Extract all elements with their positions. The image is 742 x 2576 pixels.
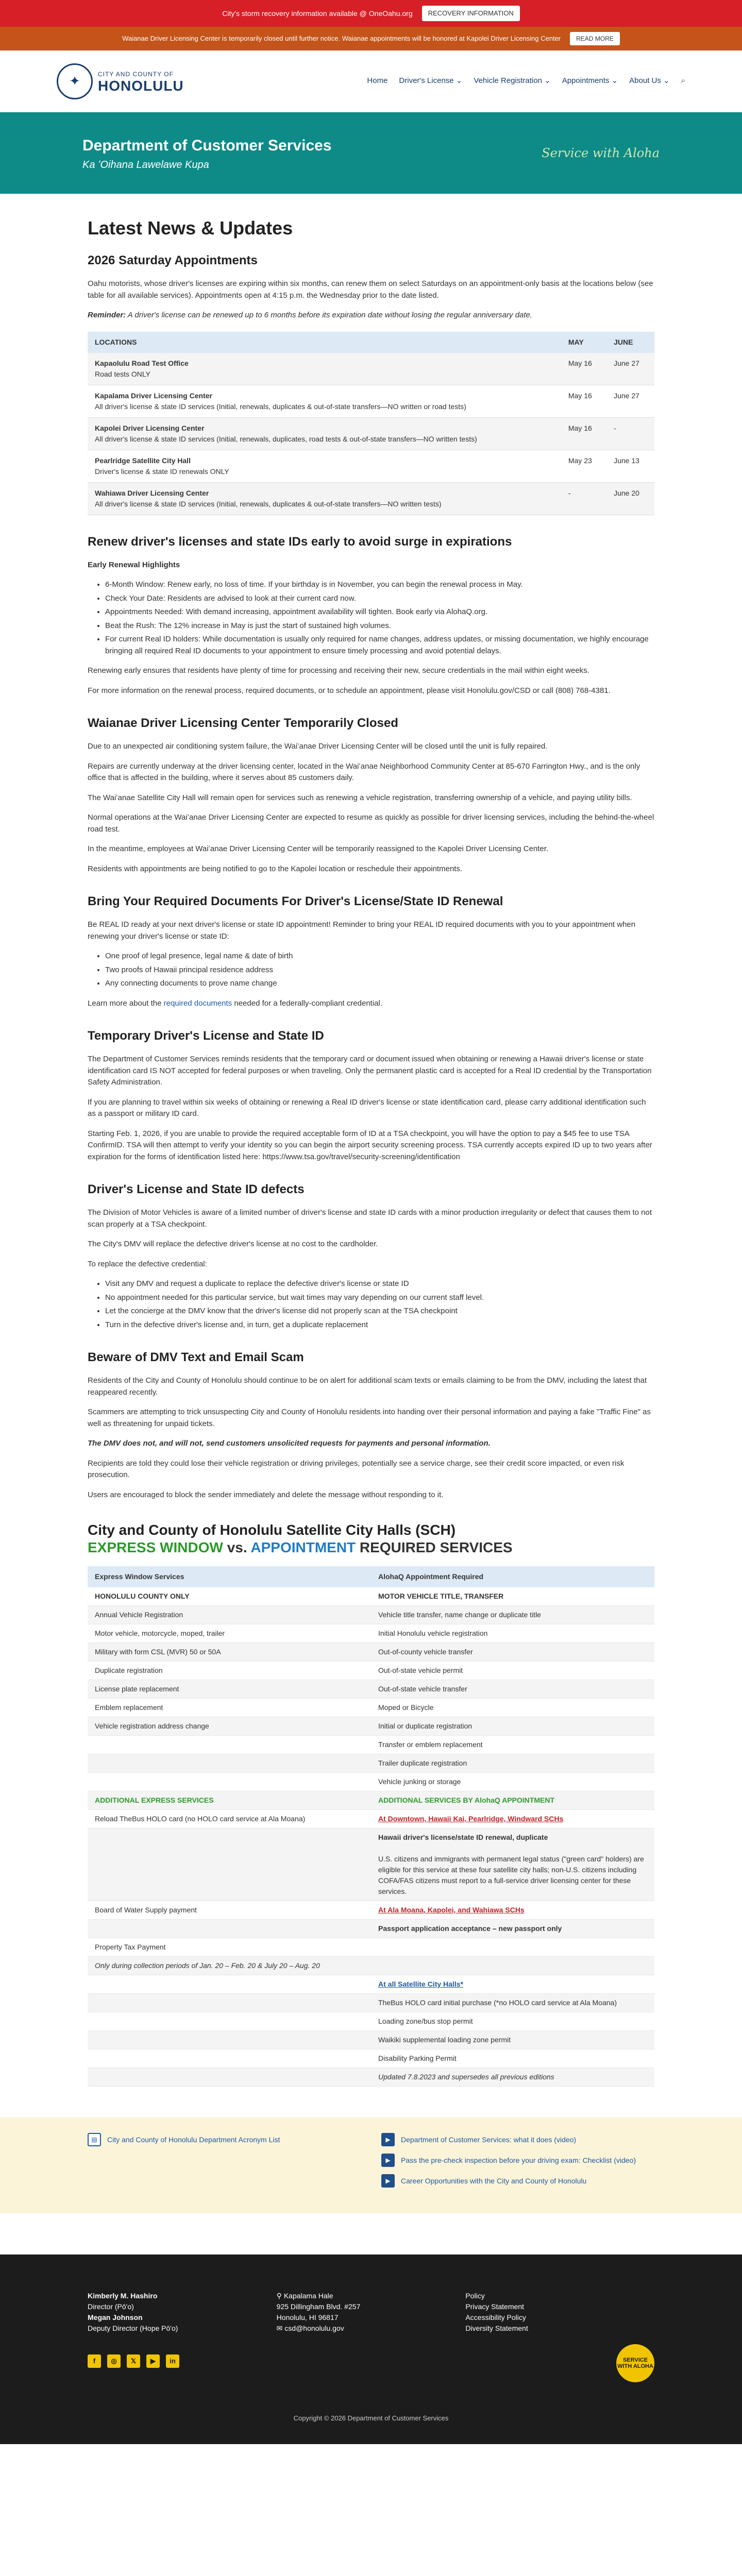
sch-title: City and County of Honolulu Satellite City Halls (SCH) — [88, 1522, 456, 1538]
renew-para-1: Renewing early ensures that residents have plenty of time for processing and receiving their new, secure credentials in the mail within eight weeks. — [88, 666, 589, 675]
email-link[interactable]: csd@honolulu.gov — [284, 2324, 344, 2333]
accessibility-link[interactable]: Accessibility Policy — [465, 2313, 526, 2322]
document-icon: ▤ — [88, 2133, 101, 2146]
scam-para-1: Residents of the City and County of Honolulu should continue to be on alert for additional scam texts or emails claiming to be from the DMV, including the latest that reappeared recently. — [88, 1376, 647, 1397]
temporary-para-1: The Department of Customer Services reminds residents that the temporary card or document issued when obtaining or renewing a Hawaii driver's license or state identification card IS NOT accepted for federal purposes or when traveling. Only the permanent plastic card is accepted for a Real ID credential by the Transportation Safety Administration. — [88, 1055, 652, 1087]
csd-video-link[interactable]: ▶ Department of Customer Services: what it does (video) — [381, 2133, 654, 2146]
city-seal-icon: ✦ — [57, 63, 93, 99]
table-row: Only during collection periods of Jan. 20 – Feb. 20 & July 20 – Aug. 20 — [88, 1957, 654, 1975]
footer-leadership: Kimberly M. Hashiro Director (Pō'o) Megan Johnson Deputy Director (Hope Pō'o) f ◎ 𝕏 ▶ in — [88, 2291, 277, 2382]
service-aloha-badge: SERVICE WITH ALOHA — [616, 2344, 654, 2382]
table-row: Hawaii driver's license/state ID renewal, duplicate U.S. citizens and immigrants with permanent legal status ("green card" holders) are eligible for this service at these four satellite city halls; non-U.S. citizens including COFA/FAS citizens must report to a full-service driver licensing center for these services. — [88, 1828, 654, 1901]
instagram-icon[interactable]: ◎ — [107, 2354, 121, 2368]
table-row: Kapaolulu Road Test Office Road tests ONLY May 16 June 27 — [88, 353, 654, 385]
table-row: Waikiki supplemental loading zone permit — [88, 2031, 654, 2049]
logo-small-text: CITY AND COUNTY OF — [98, 70, 174, 78]
closure-alert-text: Waianae Driver Licensing Center is temporarily closed until further notice. Waianae appointments will be honored at Kapolei Driver Licensing Center — [122, 35, 561, 43]
temporary-heading: Temporary Driver's License and State ID — [88, 1029, 324, 1043]
table-row: Motor vehicle, motorcycle, moped, trailer Initial Honolulu vehicle registration — [88, 1624, 654, 1643]
table-row: Emblem replacement Moped or Bicycle — [88, 1699, 654, 1717]
renew-heading: Renew driver's licenses and state IDs early to avoid surge in expirations — [88, 534, 512, 549]
list-item: • Turn in the defective driver's license and, in turn, get a duplicate replacement — [105, 1319, 654, 1331]
table-row: Transfer or emblem replacement — [88, 1736, 654, 1754]
table-row: Duplicate registration Out-of-state vehicle permit — [88, 1662, 654, 1680]
defects-list — [105, 1278, 654, 1331]
temporary-para-3: Starting Feb. 1, 2026, if you are unable to provide the required acceptable form of ID at a TSA checkpoint, you will have the option to pay a $45 fee to use TSA ConfirmID. TSA will then attempt to verify your identity so you can begin the airport security screening process. TSA currently accepts expired ID up to two years after expiration for the forms of identification listed here: https://www.tsa.gov/travel/security-screening/identification — [88, 1129, 652, 1161]
table-row: Pearlridge Satellite City Hall Driver's license & state ID renewals ONLY May 23 June 13 — [88, 450, 654, 482]
email-icon: ✉ — [276, 2324, 285, 2333]
list-item: • For current Real ID holders: While documentation is usually only required for name changes, address updates, or missing documentation, we highly encourage bringing all required Real ID documents to your appointment to ensure timely processing and avoid potential delays. — [105, 634, 654, 657]
bring-docs-para: Be REAL ID ready at your next driver's license or state ID appointment! Reminder to bring your REAL ID required documents with you to your appointment when renewing your driver's license or state ID: — [88, 920, 636, 941]
bring-docs-heading: Bring Your Required Documents For Driver's License/State ID Renewal — [88, 894, 503, 908]
nav-about-us[interactable]: About Us ⌄ — [629, 76, 670, 86]
table-row: Reload TheBus HOLO card (no HOLO card service at Ala Moana) At Downtown, Hawaii Kai, Pearlridge, Windward SCHs — [88, 1810, 654, 1828]
table-row: Property Tax Payment — [88, 1938, 654, 1957]
list-item: • 6-Month Window: Renew early, no loss of time. If your birthday is in November, you can begin the renewal process in May. — [105, 579, 654, 591]
renew-para-2: For more information on the renewal process, required documents, or to schedule an appointment, please visit Honolulu.gov/CSD or call (808) 768-4381. — [88, 686, 611, 695]
table-row: Vehicle junking or storage — [88, 1773, 654, 1791]
waianae-para: Due to an unexpected air conditioning system failure, the Waiʻanae Driver Licensing Center will be closed until the unit is fully repaired. — [88, 742, 548, 751]
list-item: • Two proofs of Hawaii principal residence address — [105, 964, 654, 976]
table-row: Wahiawa Driver Licensing Center All driver's license & state ID services (Initial, renewals, duplicates & out-of-state transfers—NO written tests) - June 20 — [88, 482, 654, 515]
ala-moana-sch-link[interactable]: At Ala Moana, Kapolei, and Wahiawa SCHs — [378, 1906, 525, 1914]
col-june: JUNE — [606, 332, 654, 353]
list-item: • Check Your Date: Residents are advised to look at their current card now. — [105, 593, 654, 605]
storm-alert-text: City's storm recovery information available @ OneOahu.org — [222, 9, 413, 18]
scam-para-4: Recipients are told they could lose their vehicle registration or driving privileges, potentially see a service charge, see their credit score impacted, or even risk prosecution. — [88, 1459, 625, 1479]
col-may: MAY — [561, 332, 606, 353]
x-icon[interactable]: 𝕏 — [127, 2354, 140, 2368]
main-nav — [367, 75, 685, 87]
sch-services-table — [88, 1566, 654, 2087]
scam-para-3: The DMV does not, and will not, send customers unsolicited requests for payments and personal information. — [88, 1439, 491, 1448]
site-footer — [0, 2255, 742, 2444]
waianae-para: Residents with appointments are being notified to go to the Kapolei location or reschedule their appointments. — [88, 864, 463, 873]
bring-docs-learn-more: Learn more about the required documents needed for a federally-compliant credential. — [88, 998, 383, 1008]
video-icon: ▶ — [381, 2154, 395, 2167]
additional-appointment-heading: ADDITIONAL SERVICES BY AlohaQ APPOINTMENT — [371, 1791, 654, 1810]
table-row: Military with form CSL (MVR) 50 or 50A Out-of-county vehicle transfer — [88, 1643, 654, 1662]
list-item: • No appointment needed for this particular service, but wait times may vary depending on our current staff level. — [105, 1292, 654, 1304]
table-row: Annual Vehicle Registration Vehicle title transfer, name change or duplicate title — [88, 1606, 654, 1624]
careers-video-link[interactable]: ▶ Career Opportunities with the City and County of Honolulu — [381, 2174, 654, 2188]
policy-link[interactable]: Policy — [465, 2292, 485, 2300]
list-item: • Appointments Needed: With demand increasing, appointment availability will tighten. Book early via AlohaQ.org. — [105, 606, 654, 618]
scam-para-5: Users are encouraged to block the sender immediately and delete the message without responding to it. — [88, 1490, 444, 1499]
list-item: • Any connecting documents to prove name change — [105, 978, 654, 990]
list-item: • Beat the Rush: The 12% increase in May is just the start of sustained high volumes. — [105, 620, 654, 632]
footer-policies — [465, 2291, 654, 2382]
social-links — [88, 2354, 277, 2368]
table-row: Vehicle registration address change Initial or duplicate registration — [88, 1717, 654, 1736]
list-item: • Visit any DMV and request a duplicate to replace the defective driver's license or state ID — [105, 1278, 654, 1290]
acronym-list-link[interactable]: ▤ City and County of Honolulu Department Acronym List — [88, 2133, 361, 2146]
video-icon: ▶ — [381, 2174, 395, 2188]
search-icon[interactable]: ⌕ — [681, 76, 685, 86]
nav-drivers-license[interactable]: Driver's License ⌄ — [399, 76, 463, 86]
table-row: Kapalama Driver Licensing Center All driver's license & state ID services (Initial, renewals, duplicates & out-of-state transfers—NO written or road tests) May 16 June 27 — [88, 385, 654, 417]
saturday-heading: 2026 Saturday Appointments — [88, 253, 258, 267]
youtube-icon[interactable]: ▶ — [146, 2354, 160, 2368]
bring-docs-list — [105, 951, 654, 990]
col-appointment: AlohaQ Appointment Required — [371, 1566, 654, 1587]
additional-express-heading: ADDITIONAL EXPRESS SERVICES — [88, 1791, 371, 1810]
temporary-para-2: If you are planning to travel within six weeks of obtaining or renewing a Real ID driver's license or state identification card, please carry additional identification such as a passport or military ID card. — [88, 1097, 646, 1118]
saturday-reminder: Reminder: A driver's license can be renewed up to 6 months before its expiration date without losing the regular anniversary date. — [88, 311, 533, 319]
nav-home[interactable]: Home — [367, 76, 388, 86]
table-row — [88, 1975, 654, 1994]
department-subtitle: Ka ʻOihana Lawelawe Kupa — [82, 159, 209, 171]
col-locations: LOCATIONS — [88, 332, 561, 353]
site-header — [0, 50, 742, 112]
scam-para-2: Scammers are attempting to trick unsuspecting City and County of Honolulu residents into handing over their personal information and paying a fake "Traffic Fine" as well as threatening for unpaid tickets. — [88, 1408, 651, 1428]
saturday-locations-table — [88, 332, 654, 515]
table-row: Board of Water Supply payment At Ala Moana, Kapolei, and Wahiawa SCHs — [88, 1901, 654, 1920]
renew-highlights-list — [105, 579, 654, 657]
waianae-heading: Waianae Driver Licensing Center Temporarily Closed — [88, 716, 398, 730]
table-row: License plate replacement Out-of-state vehicle transfer — [88, 1680, 654, 1699]
read-more-button[interactable]: READ MORE — [570, 32, 620, 45]
recovery-info-button[interactable]: RECOVERY INFORMATION — [422, 6, 520, 21]
main-content — [88, 194, 654, 2087]
facebook-icon[interactable]: f — [88, 2354, 101, 2368]
defects-para-2: The City's DMV will replace the defective driver's license at no cost to the cardholder. — [88, 1240, 378, 1248]
department-title: Department of Customer Services — [82, 137, 332, 154]
required-documents-link[interactable]: required documents — [163, 998, 232, 1008]
closure-alert-banner — [0, 27, 742, 50]
all-sch-link[interactable]: At all Satellite City Halls* — [378, 1980, 463, 1989]
table-row: Loading zone/bus stop permit — [88, 2012, 654, 2031]
nav-appointments[interactable]: Appointments ⌄ — [562, 76, 618, 86]
table-row — [88, 1791, 654, 1810]
table-row: TheBus HOLO card initial purchase (*no HOLO card service at Ala Moana) — [88, 1994, 654, 2012]
defects-para-1: The Division of Motor Vehicles is aware of a limited number of driver's license and state ID cards with a minor production irregularity or defect that causes them to not scan properly at a TSA checkpoint. — [88, 1208, 652, 1229]
table-row: Disability Parking Permit — [88, 2049, 654, 2068]
precheck-video-link[interactable]: ▶ Pass the pre-check inspection before your driving exam: Checklist (video) — [381, 2154, 654, 2167]
defects-heading: Driver's License and State ID defects — [88, 1182, 305, 1196]
video-icon: ▶ — [381, 2133, 395, 2146]
privacy-link[interactable]: Privacy Statement — [465, 2302, 524, 2311]
col-express: Express Window Services — [88, 1566, 371, 1587]
list-item: • One proof of legal presence, legal name & date of birth — [105, 951, 654, 962]
table-row: Passport application acceptance – new passport only — [88, 1920, 654, 1938]
location-pin-icon: ⚲ — [276, 2292, 284, 2300]
table-row: Updated 7.8.2023 and supersedes all previous editions — [88, 2068, 654, 2087]
saturday-intro: Oahu motorists, whose driver's licenses are expiring within six months, can renew them on select Saturdays on an appointment-only basis at the locations below (see table for all available services). Appointments open at 4:15 p.m. the Wednesday prior to the date listed. — [88, 279, 653, 300]
downtown-sch-link[interactable]: At Downtown, Hawaii Kai, Pearlridge, Windward SCHs — [378, 1815, 564, 1823]
site-logo[interactable] — [57, 63, 184, 99]
list-item: • Let the concierge at the DMV know that the driver's license did not properly scan at the TSA checkpoint — [105, 1306, 654, 1317]
renew-highlights-label: Early Renewal Highlights — [88, 560, 180, 569]
defects-para-3: To replace the defective credential: — [88, 1259, 207, 1268]
waianae-para: Repairs are currently underway at the driver licensing center, located in the Waiʻanae Neighborhood Community Center at 85-670 Farrington Hwy., and is the only office that is affected in the building, where it serves about 85 customers daily. — [88, 761, 640, 782]
logo-big-text: HONOLULU — [98, 77, 184, 94]
page-title: Latest News & Updates — [88, 217, 293, 239]
copyright-text: Copyright © 2026 Department of Customer Services — [293, 2414, 449, 2422]
service-with-aloha-logo: Service with Aloha — [542, 145, 660, 160]
nav-vehicle-registration[interactable]: Vehicle Registration ⌄ — [474, 76, 551, 86]
diversity-link[interactable]: Diversity Statement — [465, 2324, 528, 2333]
table-row: Trailer duplicate registration — [88, 1754, 654, 1773]
linkedin-icon[interactable]: in — [166, 2354, 179, 2368]
storm-alert-banner — [0, 0, 742, 27]
waianae-para: Normal operations at the Waiʻanae Driver Licensing Center are expected to resume as quickly as possible for driver licensing services, including the behind-the-wheel road test. — [88, 813, 654, 834]
related-links-band — [0, 2117, 742, 2213]
sch-subtitle: EXPRESS WINDOW vs. APPOINTMENT REQUIRED SERVICES — [88, 1539, 513, 1555]
footer-address: ⚲ Kapalama Hale 925 Dillingham Blvd. #257 Honolulu, HI 96817 ✉ csd@honolulu.gov — [276, 2292, 361, 2333]
waianae-para: In the meantime, employees at Waiʻanae Driver Licensing Center will be temporarily reassigned to the Kapolei Driver Licensing Center. — [88, 844, 549, 853]
table-row: Kapolei Driver Licensing Center All driver's license & state ID services (Initial, renewals, duplicates, road tests & out-of-state transfers—NO written tests) May 16 - — [88, 417, 654, 450]
table-row: HONOLULU COUNTY ONLY MOTOR VEHICLE TITLE, TRANSFER — [88, 1587, 654, 1606]
hero-banner — [0, 112, 742, 194]
scam-heading: Beware of DMV Text and Email Scam — [88, 1350, 304, 1364]
waianae-para: The Waiʻanae Satellite City Hall will remain open for services such as renewing a vehicle registration, transferring ownership of a vehicle, and paying utility bills. — [88, 793, 632, 802]
